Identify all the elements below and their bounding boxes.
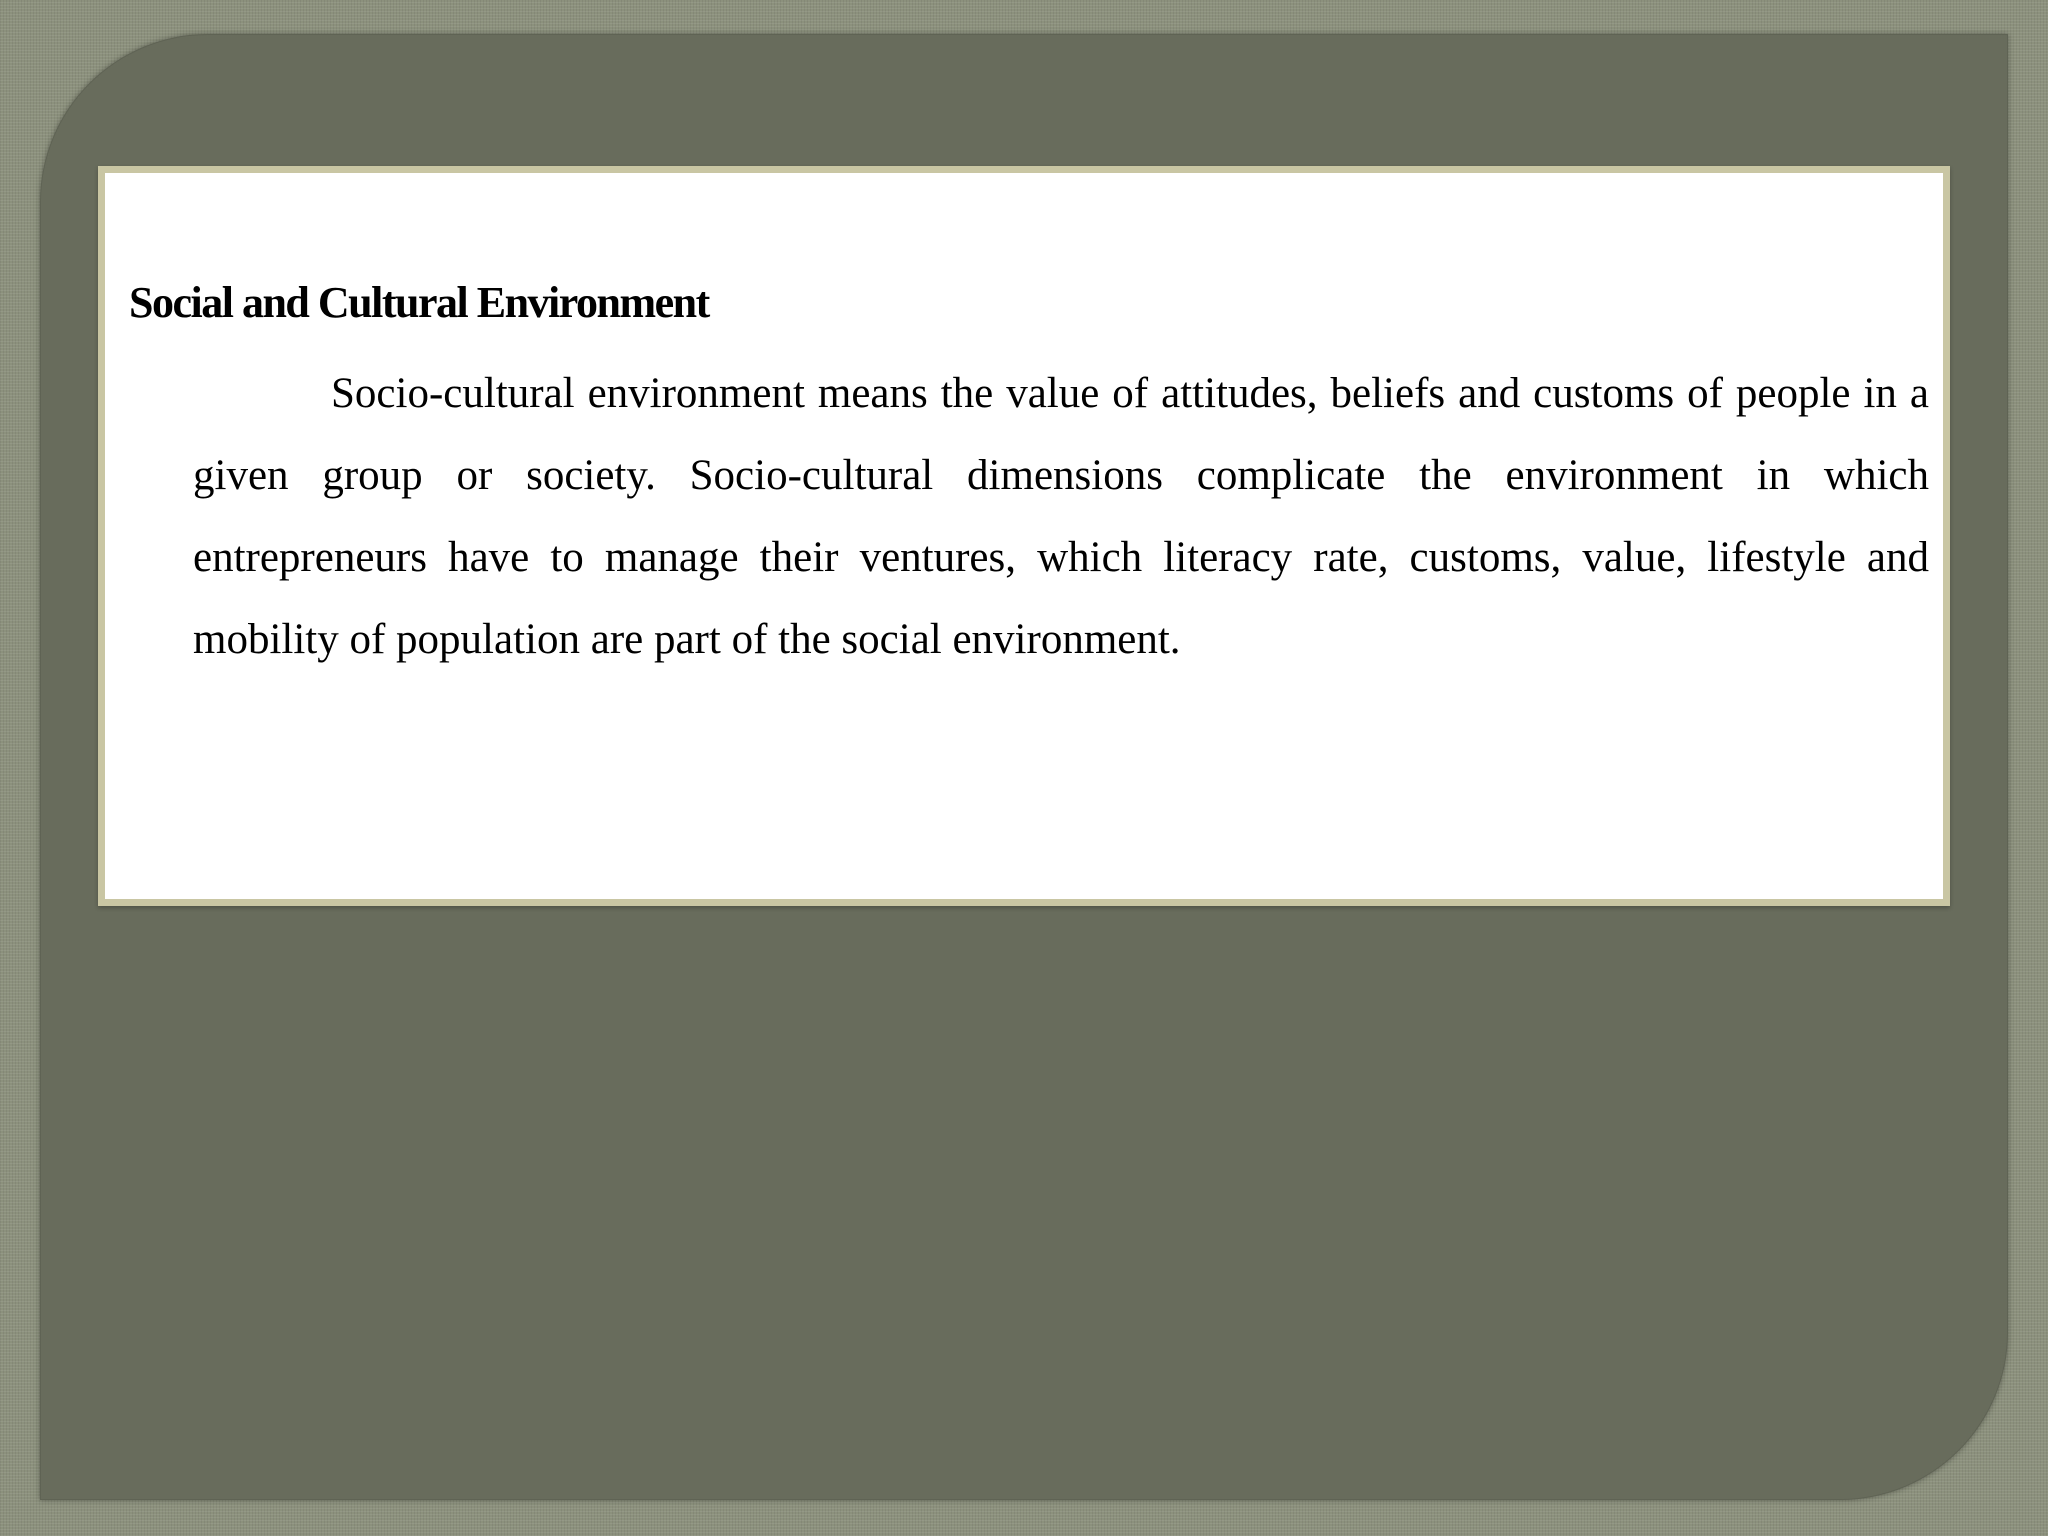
content-box	[98, 166, 1950, 906]
slide-title: Social and Cultural Environment	[129, 278, 709, 327]
body-paragraph: Socio-cultural environment means the value of attitudes, beliefs and customs of people in a given group or society. Socio-cultural dimensions complicate the environment in which entrepreneurs have to manage their ventures, which literacy rate, customs, value, lifestyle and mobility of population are part of the social environment.	[193, 370, 1929, 663]
